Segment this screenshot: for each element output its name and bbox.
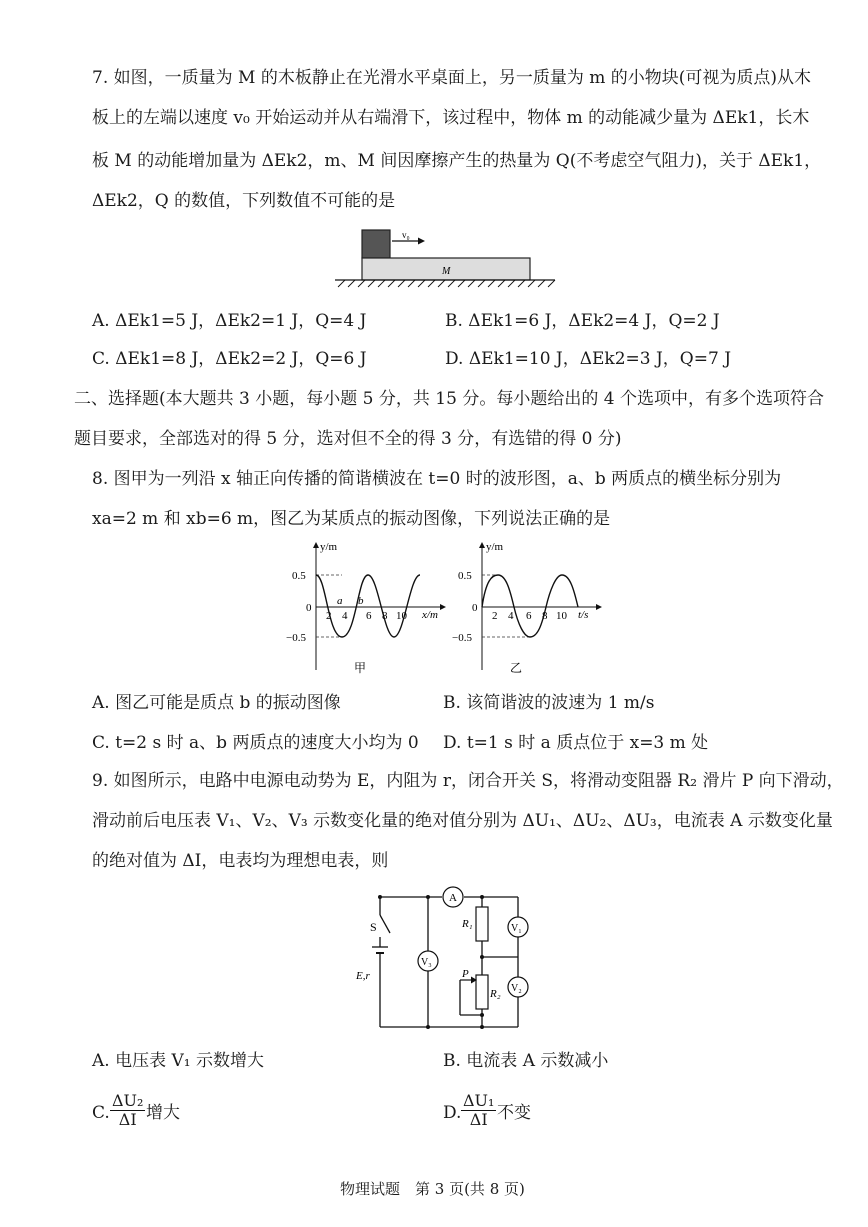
jia-xtick-8: 8 [382, 610, 388, 622]
q9-option-b: B. 电流表 A 示数减小 [443, 1051, 609, 1071]
circuit-diagram [350, 885, 540, 1035]
yi-xtick-4: 4 [508, 610, 514, 622]
section2-line-1: 二、选择题(本大题共 3 小题，每小题 5 分，共 15 分。每小题给出的 4 个选项中，有多个选项符合 [74, 389, 824, 409]
q9-line-1: 9. 如图所示，电路中电源电动势为 E，内阻为 r，闭合开关 S，将滑动变阻器 R₂ 滑片 P 向下滑动， [92, 771, 844, 791]
resistor-r2 [476, 975, 488, 1009]
resistor-r1 [476, 907, 488, 941]
wave-graph-jia [282, 540, 452, 680]
q7-line-1: 7. 如图，一质量为 M 的木板静止在光滑水平桌面上，另一质量为 m 的小物块(可视为质点)从木 [92, 68, 812, 88]
q7-option-d: D. ΔEk1=10 J，ΔEk2=3 J，Q=7 J [445, 349, 732, 369]
jia-ylabel: y/m [320, 541, 338, 553]
q7-line-3: 板 M 的动能增加量为 ΔEk2，m、M 间因摩擦产生的热量为 Q(不考虑空气阻力)，关于 ΔEk1， [92, 151, 822, 171]
q8-line-2: xa=2 m 和 xb=6 m，图乙为某质点的振动图像，下列说法正确的是 [92, 509, 611, 529]
ground-hatch [338, 280, 555, 287]
q9-option-d-fraction [461, 1092, 496, 1129]
q9-line-2: 滑动前后电压表 V₁、V₂、V₃ 示数变化量的绝对值分别为 ΔU₁、ΔU₂、ΔU₃，电流表 A 示数变化量 [92, 811, 833, 831]
q9-line-3: 的绝对值为 ΔI，电表均为理想电表，则 [92, 851, 389, 871]
jia-ytick-zero: 0 [306, 602, 312, 614]
section2-line-2: 题目要求，全部选对的得 5 分，选对但不全的得 3 分，有选错的得 0 分) [74, 429, 622, 449]
q8-option-b: B. 该简谐波的波速为 1 m/s [443, 693, 655, 713]
point-a-label: a [337, 595, 343, 607]
q9-option-c-numerator: ΔU₂ [112, 1091, 144, 1110]
q9-option-a: A. 电压表 V₁ 示数增大 [92, 1051, 264, 1071]
q8-option-a: A. 图乙可能是质点 b 的振动图像 [92, 693, 341, 713]
jia-xtick-10: 10 [396, 610, 407, 622]
q8-option-c: C. t=2 s 时 a、b 两质点的速度大小均为 0 [92, 733, 419, 753]
board-label: M [442, 266, 451, 277]
q9-option-d-numerator: ΔU₁ [463, 1091, 495, 1110]
q8-line-1: 8. 图甲为一列沿 x 轴正向传播的简谐横波在 t=0 时的波形图，a、b 两质点的横坐标分别为 [92, 469, 782, 489]
jia-xlabel: x/m [422, 609, 438, 621]
slider-label: P [462, 968, 469, 980]
q8-option-d: D. t=1 s 时 a 质点位于 x=3 m 处 [443, 733, 709, 753]
yi-ytick-top: 0.5 [458, 570, 472, 582]
page-footer: 物理试题 第 3 页(共 8 页) [340, 1180, 525, 1198]
jia-caption: 甲 [354, 661, 367, 675]
jia-ytick-bottom: −0.5 [286, 632, 306, 644]
q7-board-figure [330, 225, 560, 295]
r2-label: R₂ [490, 988, 501, 1000]
q7-line-4: ΔEk2，Q 的数值，下列数值不可能的是 [92, 191, 396, 211]
source-label: E,r [356, 970, 370, 982]
jia-xtick-4: 4 [342, 610, 348, 622]
velocity-label: v₀ [402, 230, 410, 240]
q9-option-c-fraction [110, 1092, 145, 1129]
q9-option-d-suffix: 不变 [497, 1103, 531, 1123]
q7-option-c: C. ΔEk1=8 J，ΔEk2=2 J，Q=6 J [92, 349, 367, 369]
yi-xlabel: t/s [578, 609, 589, 621]
q9-option-c-suffix: 增大 [146, 1103, 180, 1123]
yi-caption: 乙 [510, 661, 523, 675]
jia-xtick-6: 6 [366, 610, 372, 622]
jia-ytick-top: 0.5 [292, 570, 306, 582]
r1-label: R₁ [462, 918, 473, 930]
yi-xtick-8: 8 [542, 610, 548, 622]
v3-label: V₃ [421, 957, 432, 968]
jia-xtick-2: 2 [326, 610, 332, 622]
vibration-curve [482, 575, 578, 637]
q9-option-c-prefix: C. [92, 1103, 110, 1123]
yi-ytick-bottom: −0.5 [452, 632, 472, 644]
yi-xtick-2: 2 [492, 610, 498, 622]
wave-curve [316, 575, 420, 637]
yi-ytick-zero: 0 [472, 602, 478, 614]
q9-option-c-denominator: ΔI [118, 1110, 137, 1129]
q7-line-2: 板上的左端以速度 v₀ 开始运动并从右端滑下，该过程中，物体 m 的动能减少量为 ΔEk1，长木 [92, 108, 810, 128]
v1-label: V₁ [511, 923, 522, 934]
q7-option-b: B. ΔEk1=6 J，ΔEk2=4 J，Q=2 J [445, 311, 720, 331]
q7-option-a: A. ΔEk1=5 J，ΔEk2=1 J，Q=4 J [92, 311, 367, 331]
switch-label: S [370, 920, 377, 934]
q9-option-d-prefix: D. [443, 1103, 462, 1123]
yi-ylabel: y/m [486, 541, 504, 553]
vibration-graph-yi [448, 540, 618, 680]
v2-label: V₂ [511, 983, 522, 994]
ammeter-label: A [449, 892, 457, 904]
yi-xtick-10: 10 [556, 610, 567, 622]
q9-option-d-denominator: ΔI [469, 1110, 488, 1129]
yi-xtick-6: 6 [526, 610, 532, 622]
point-b-label: b [358, 595, 364, 607]
